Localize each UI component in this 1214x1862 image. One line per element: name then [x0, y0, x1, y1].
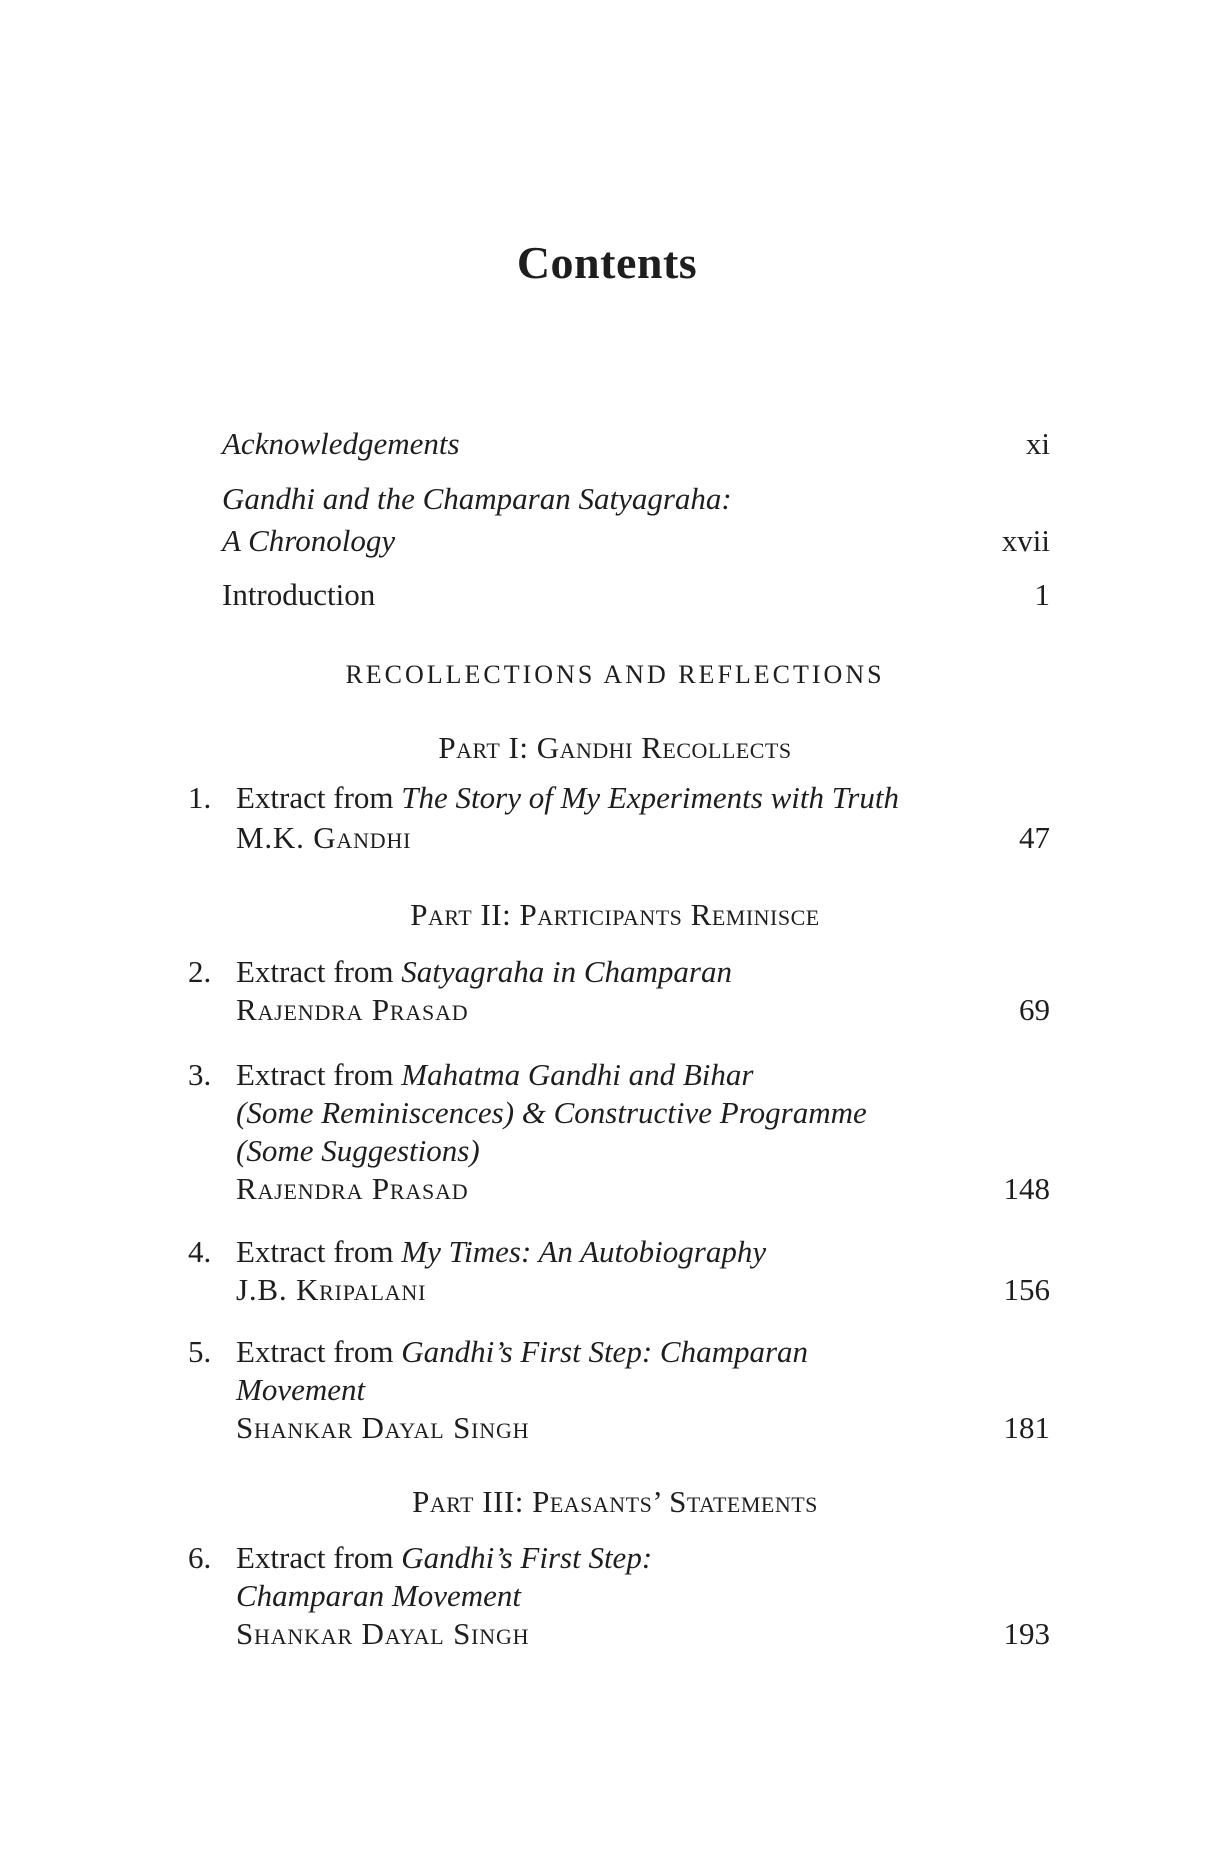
toc-entry — [180, 1233, 1050, 1309]
entry-title: Gandhi’s First Step: Champaran — [401, 1334, 809, 1369]
entry-author: Shankar Dayal Singh — [236, 1616, 530, 1651]
entry-title-line: (Some Suggestions) — [236, 1133, 480, 1168]
part-heading: Part II: Participants Reminisce — [410, 897, 820, 932]
page-number: xvii — [1001, 523, 1050, 558]
entry-title-line: Champaran Movement — [236, 1578, 521, 1613]
entry-body — [236, 1233, 970, 1309]
entry-number: 4. — [188, 1234, 212, 1269]
entry-title-prefix: Extract from — [236, 954, 402, 989]
front-matter-title — [222, 574, 1035, 616]
page-number: 1 — [1034, 577, 1050, 612]
front-matter-row — [180, 478, 1050, 562]
entry-title: The Story of My Experiments with Truth — [401, 780, 899, 815]
page-title: Contents — [516, 236, 698, 288]
entry-body — [236, 778, 970, 858]
page-number: 193 — [1003, 1616, 1050, 1651]
entry-number: 1. — [188, 780, 212, 815]
toc-entry — [180, 1539, 1050, 1653]
entry-number: 5. — [188, 1334, 212, 1369]
entry-title-line: (Some Reminiscences) & Constructive Programme — [236, 1095, 867, 1130]
entry-number: 3. — [188, 1057, 212, 1092]
toc-entry — [180, 778, 1050, 858]
page-number: 156 — [1003, 1272, 1050, 1307]
page-number: xi — [1025, 426, 1050, 461]
entry-author: Rajendra Prasad — [236, 1171, 469, 1206]
entry-number: 2. — [188, 954, 212, 989]
entry-body — [236, 953, 970, 1029]
page-number: 148 — [1003, 1171, 1050, 1206]
page-number: 69 — [1019, 992, 1050, 1027]
entry-title-line: Movement — [236, 1372, 366, 1407]
entry-title: Gandhi’s First Step: — [401, 1540, 653, 1575]
entry-title-prefix: Extract from — [236, 1540, 402, 1575]
entry-title: Mahatma Gandhi and Bihar — [401, 1057, 754, 1092]
entry-title-prefix: Extract from — [236, 1057, 402, 1092]
entry-author: Rajendra Prasad — [236, 992, 469, 1027]
entry-title: Satyagraha in Champaran — [401, 954, 732, 989]
front-matter-title-line: Introduction — [222, 577, 376, 612]
toc-entry — [180, 1333, 1050, 1447]
entry-author: J.B. Kripalani — [236, 1272, 427, 1307]
part-heading: Part I: Gandhi Recollects — [438, 730, 792, 765]
entry-title-prefix: Extract from — [236, 1234, 402, 1269]
front-matter-row — [180, 574, 1050, 616]
toc-content — [180, 0, 1050, 1862]
front-matter-title — [222, 423, 1026, 465]
entry-body — [236, 1056, 970, 1208]
page-number: 47 — [1019, 820, 1050, 855]
page-number: 181 — [1003, 1410, 1050, 1445]
entry-number: 6. — [188, 1540, 212, 1575]
front-matter-title-line: Gandhi and the Champaran Satyagraha: — [222, 481, 732, 516]
entry-author: Shankar Dayal Singh — [236, 1410, 530, 1445]
entry-title: My Times: An Autobiography — [401, 1234, 767, 1269]
part-heading: Part III: Peasants’ Statements — [412, 1484, 818, 1519]
entry-body — [236, 1539, 970, 1653]
front-matter-row — [180, 423, 1050, 465]
section-heading: RECOLLECTIONS AND REFLECTIONS — [345, 660, 885, 689]
front-matter-title — [222, 478, 1002, 562]
toc-entry — [180, 1056, 1050, 1208]
front-matter-title-line: A Chronology — [222, 523, 396, 558]
entry-author: M.K. Gandhi — [236, 820, 412, 855]
entry-title-prefix: Extract from — [236, 1334, 402, 1369]
entry-body — [236, 1333, 970, 1447]
toc-entry — [180, 953, 1050, 1029]
front-matter-title-line: Acknowledgements — [222, 426, 460, 461]
entry-title-prefix: Extract from — [236, 780, 402, 815]
